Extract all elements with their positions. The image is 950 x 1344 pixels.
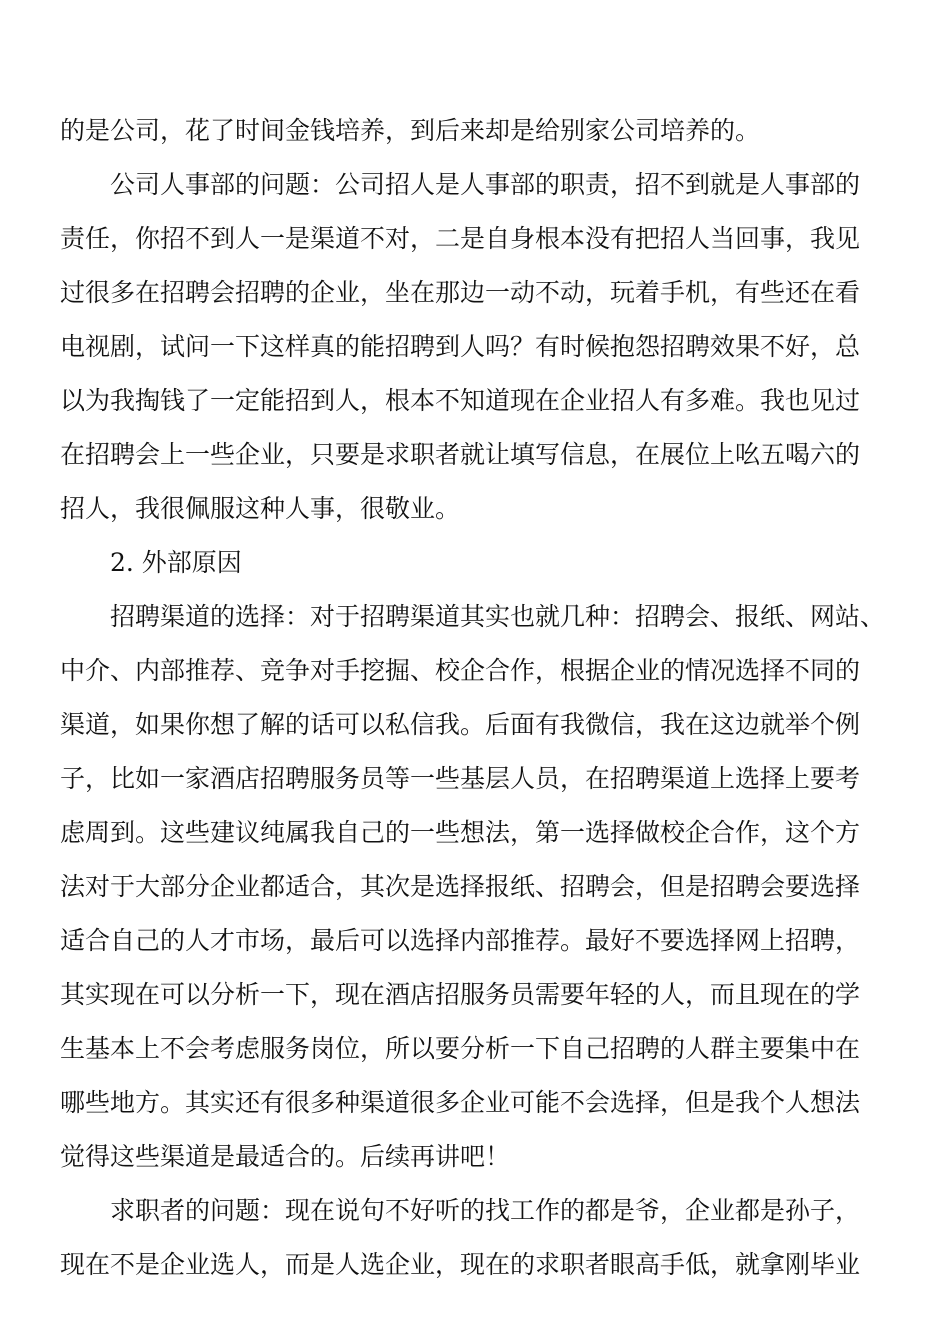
section-heading: 2. 外部原因 [110, 548, 242, 577]
text-line-7: 在招聘会上一些企业，只要是求职者就让填写信息，在展位上吆五喝六的 [60, 440, 861, 469]
text-line-20: 觉得这些渠道是最适合的。后续再讲吧！ [60, 1142, 511, 1171]
text-line-17: 其实现在可以分析一下，现在酒店招服务员需要年轻的人，而且现在的学 [60, 980, 861, 1009]
text-line-18: 生基本上不会考虑服务岗位，所以要分析一下自己招聘的人群主要集中在 [60, 1034, 861, 1063]
text-line-10: 招聘渠道的选择：对于招聘渠道其实也就几种：招聘会、报纸、网站、 [110, 602, 886, 631]
document-body [60, 104, 890, 1292]
text-line-8: 招人，我很佩服这种人事，很敬业。 [60, 494, 461, 523]
text-line-11: 中介、内部推荐、竞争对手挖掘、校企合作，根据企业的情况选择不同的 [60, 656, 861, 685]
text-line-13: 子，比如一家酒店招聘服务员等一些基层人员，在招聘渠道上选择上要考 [60, 764, 861, 793]
text-line-14: 虑周到。这些建议纯属我自己的一些想法，第一选择做校企合作，这个方 [60, 818, 861, 847]
text-line-12: 渠道，如果你想了解的话可以私信我。后面有我微信，我在这边就举个例 [60, 710, 861, 739]
text-line-19: 哪些地方。其实还有很多种渠道很多企业可能不会选择，但是我个人想法 [60, 1088, 861, 1117]
text-line-6: 以为我掏钱了一定能招到人，根本不知道现在企业招人有多难。我也见过 [60, 386, 861, 415]
text-line-4: 过很多在招聘会招聘的企业，坐在那边一动不动，玩着手机，有些还在看 [60, 278, 861, 307]
text-line-1: 的是公司，花了时间金钱培养，到后来却是给别家公司培养的。 [60, 116, 761, 145]
text-line-2: 公司人事部的问题：公司招人是人事部的职责，招不到就是人事部的 [110, 170, 861, 199]
text-line-15: 法对于大部分企业都适合，其次是选择报纸、招聘会，但是招聘会要选择 [60, 872, 861, 901]
text-line-5: 电视剧，试问一下这样真的能招聘到人吗？有时候抱怨招聘效果不好，总 [60, 332, 861, 361]
text-line-3: 责任，你招不到人一是渠道不对，二是自身根本没有把招人当回事，我见 [60, 224, 861, 253]
text-line-22: 现在不是企业选人，而是人选企业，现在的求职者眼高手低，就拿刚毕业 [60, 1250, 861, 1279]
text-line-16: 适合自己的人才市场，最后可以选择内部推荐。最好不要选择网上招聘， [60, 926, 861, 955]
text-line-21: 求职者的问题：现在说句不好听的找工作的都是爷，企业都是孙子， [110, 1196, 861, 1225]
